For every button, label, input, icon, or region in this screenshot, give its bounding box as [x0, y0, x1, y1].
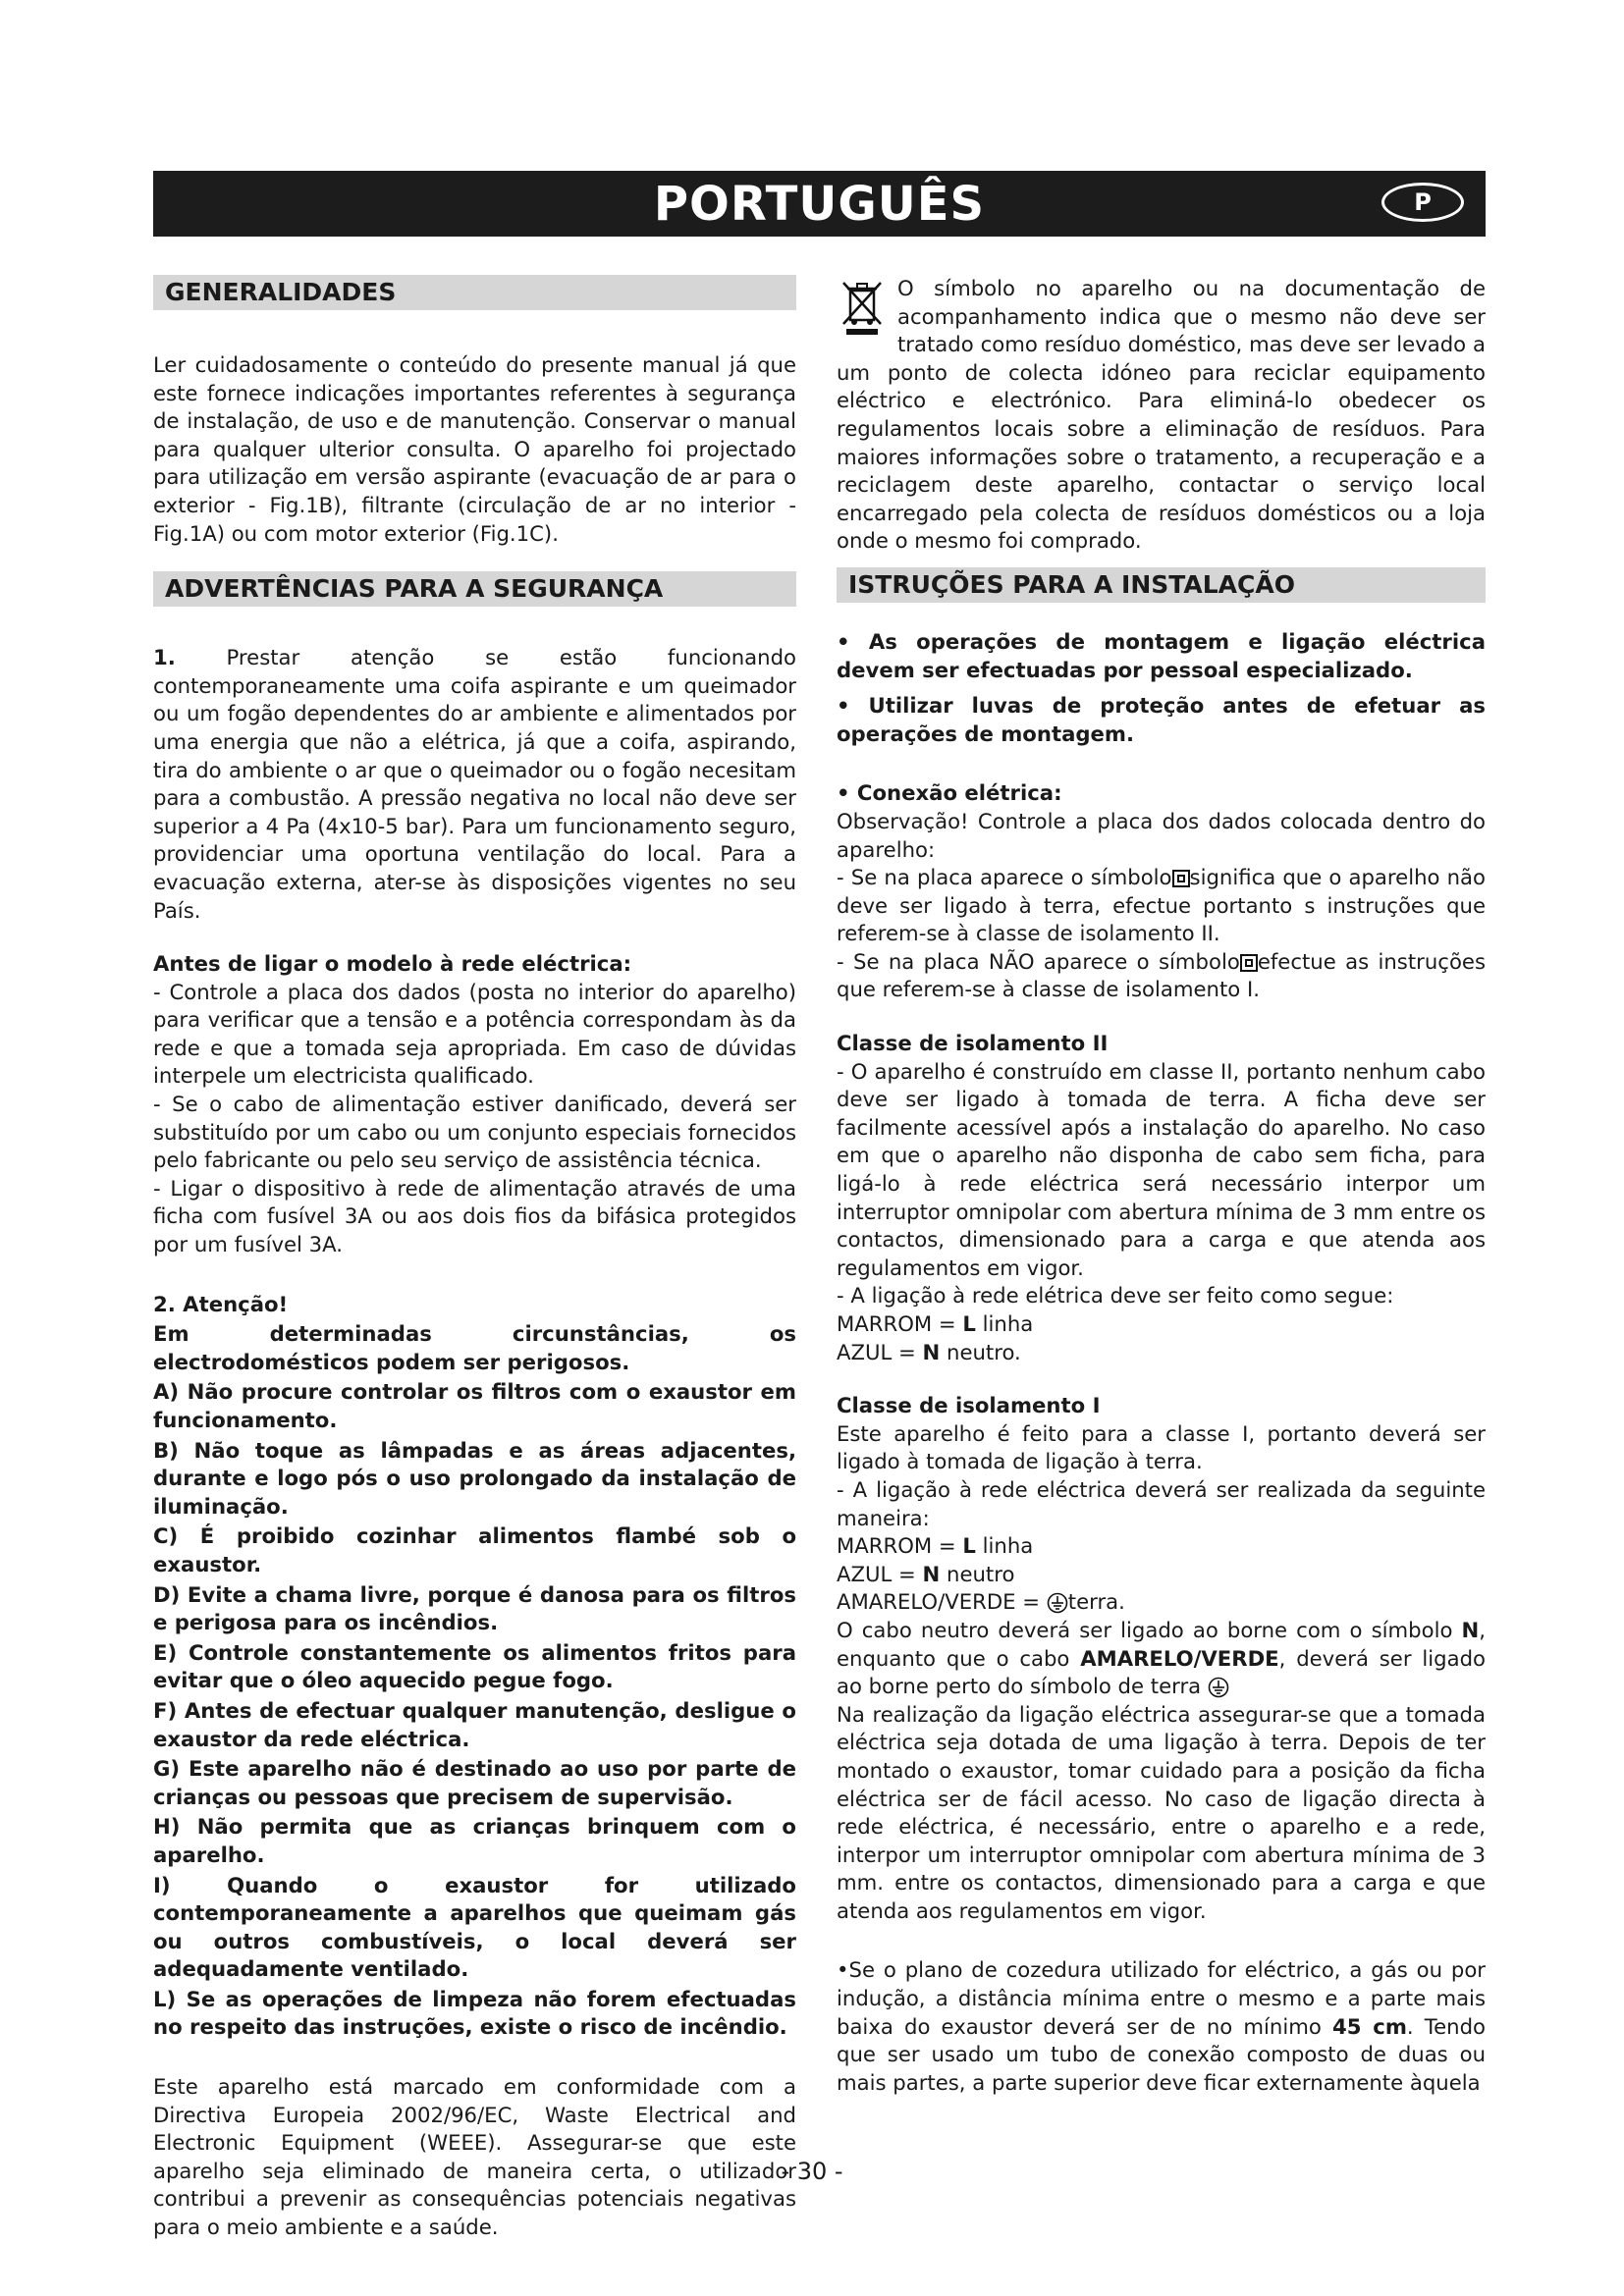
classe-1-text: Este aparelho é feito para a classe I, portanto deverá ser ligado à tomada de ligação à terra. [837, 1420, 1486, 1474]
section-heading-instalacao: ISTRUÇÕES PARA A INSTALAÇÃO [837, 567, 1486, 603]
section-heading-advertencias: ADVERTÊNCIAS PARA A SEGURANÇA [153, 571, 796, 607]
crossed-bin-icon [840, 277, 884, 336]
advertencia-1-text: Prestar atenção se estão funcionando contemporaneamente uma coifa aspirante e um queimador ou um fogão dependentes do ar ambiente e alimentados por uma energia que não a elétrica, já que a coifa, aspirando, tira do ambiente o ar que o queimador ou o fogão necesitam para a combustão. A pressão negativa no local não deve ser superior a 4 Pa (4x10-5 bar). Para um funcionamento seguro, providenciar uma oportuna ventilação do local. Para a evacuação externa, ater-se às disposições vigentes no seu País. [153, 645, 796, 923]
atencao-item: L) Se as operações de limpeza não forem efectuadas no respeito das instruções, existe o risco de incêndio. [153, 1986, 796, 2040]
realizacao-text: Na realização da ligação eléctrica assegurar-se que a tomada eléctrica seja dotada de uma ligação à terra. Depois de ter montado o exaustor, tomar cuidado para a posição da ficha eléctrica ser de fácil acesso. No caso de ligação directa à rede eléctrica, é necessário, entre o aparelho e a rede, interpor um interruptor omnipolar com abertura mínima de 3 mm. entre os contactos, dimensionado para a carga e que atenda aos regulamentos em vigor. [837, 1701, 1486, 1923]
wire-label: AMARELO/VERDE = [837, 1589, 1047, 1615]
placa-2-start: - Se na placa NÃO aparece o símbolo [837, 948, 1240, 974]
classe-1-title: Classe de isolamento I [837, 1393, 1101, 1418]
wire-code: N [922, 1339, 941, 1364]
earth-ground-icon [1047, 1592, 1068, 1614]
placa-2-end: efectue as instruções que referem-se à classe de isolamento I. [837, 948, 1486, 1002]
right-column [837, 275, 1486, 2097]
page-title: PORTUGUÊS [653, 177, 986, 232]
placa-1-end: significa que o aparelho não deve ser ligado à terra, efectue portanto s instruções que referem-se à classe de isolamento II. [837, 865, 1486, 946]
plano-part: . Tendo que ser usado um tubo de conexão composto de duas ou mais partes, a parte superior deve ficar externamente àquela [837, 2013, 1487, 2095]
wire-desc: linha [975, 1311, 1034, 1336]
weee-symbol-text: O símbolo no aparelho ou na documentação de acompanhamento indica que o mesmo não deve ser tratado como resíduo doméstico, mas deve ser levado a um ponto de colecta idóneo para reciclar equipamento eléctrico e electrónico. Para eliminá-lo obedecer os regulamentos locais sobre a eliminação de resíduos. Para maiores informações sobre o tratamento, a recuperação e a reciclagem deste aparelho, contactar o serviço local encarregado pela colecta de resíduos domésticos ou a loja onde o mesmo foi comprado. [837, 276, 1486, 554]
wire-desc: linha [975, 1533, 1034, 1559]
generalidades-text: Ler cuidadosamente o conteúdo do presente manual já que este fornece indicações importantes referentes à segurança de instalação, de uso e de manutenção. Conservar o manual para qualquer ulterior consulta. O aparelho foi projectado para utilização em versão aspirante (evacuação de ar para o exterior - Fig.1B), filtrante (circulação de ar no interior - Fig.1A) ou com motor exterior (Fig.1C). [153, 352, 796, 546]
language-badge: P [1381, 183, 1464, 222]
classe-1-marrom [837, 1532, 1486, 1561]
atencao-item: C) É proibido cozinhar alimentos flambé sob o exaustor. [153, 1523, 796, 1576]
classe-1-amarelo-verde [837, 1588, 1486, 1617]
page-number: - 30 - [781, 2158, 843, 2185]
atencao-item: B) Não toque as lâmpadas e as áreas adjacentes, durante e logo pós o uso prolongado da instalação de iluminação. [153, 1437, 796, 1519]
double-insulation-icon [1240, 954, 1258, 972]
conexao-title: • Conexão elétrica: [837, 780, 1062, 806]
instalacao-bullet-1: • As operações de montagem e ligação eléctrica devem ser efectuadas por pessoal especializado. [837, 628, 1486, 682]
section-heading-generalidades: GENERALIDADES [153, 275, 796, 310]
classe-1-azul [837, 1561, 1486, 1589]
wire-label: AZUL = [837, 1339, 923, 1364]
wire-desc: neutro. [940, 1339, 1021, 1364]
wire-desc: neutro [940, 1561, 1015, 1586]
atencao-item: Em determinadas circunstâncias, os electrodomésticos podem ser perigosos. [153, 1321, 796, 1374]
atencao-item: G) Este aparelho não é destinado ao uso por parte de crianças ou pessoas que precisem de supervisão. [153, 1756, 796, 1809]
antes-item-1: - Controle a placa dos dados (posta no interior do aparelho) para verificar que a tensão e a potência correspondam às da rede e que a tomada seja apropriada. Em caso de dúvidas interpele um electricista qualificado. [153, 979, 796, 1089]
wire-label: MARROM = [837, 1533, 963, 1559]
plano-cozedura-text [837, 1956, 1486, 2097]
atencao-item: H) Não permita que as crianças brinquem com o aparelho. [153, 1814, 796, 1867]
classe-1-ligacao: - A ligação à rede eléctrica deverá ser realizada da seguinte maneira: [837, 1476, 1486, 1530]
classe-2-text: - O aparelho é construído em classe II, portanto nenhum cabo deve ser ligado à tomada de terra. A ficha deve ser facilmente acessível após a instalação do aparelho. No caso em que o aparelho não disponha de cabo sem ficha, para ligá-lo à rede eléctrica será necessário interpor um interruptor omnipolar com abertura mínima de 3 mm entre os contactos, dimensionado para a carga e que atenda aos regulamentos em vigor. [837, 1058, 1486, 1280]
instalacao-bullet-2: • Utilizar luvas de proteção antes de efetuar as operações de montagem. [837, 693, 1486, 746]
neutro-part: O cabo neutro deverá ser ligado ao borne com o símbolo [837, 1617, 1462, 1642]
antes-item-2: - Se o cabo de alimentação estiver danificado, deverá ser substituído por um cabo ou um conjunto especiais fornecidos pelo fabricante ou pelo seu serviço de assistência técnica. [153, 1092, 796, 1173]
atencao-item: D) Evite a chama livre, porque é danosa para os filtros e perigosa para os incêndios. [153, 1581, 796, 1635]
placa-symbol-present [837, 864, 1486, 948]
wire-label: AZUL = [837, 1561, 923, 1586]
atencao-item: I) Quando o exaustor for utilizado contemporaneamente a aparelhos que queimam gás ou outros combustíveis, o local deverá ser adequadamente ventilado. [153, 1872, 796, 1982]
wire-code: L [962, 1311, 976, 1336]
wire-code: N [922, 1561, 941, 1586]
classe-2-marrom [837, 1310, 1486, 1339]
wire-label: MARROM = [837, 1311, 963, 1336]
placa-1-start: - Se na placa aparece o símbolo [837, 865, 1172, 890]
language-banner [153, 171, 1486, 237]
neutro-part: , enquanto que o cabo [837, 1617, 1486, 1671]
double-insulation-icon [1172, 870, 1190, 887]
neutro-part: N [1461, 1617, 1480, 1642]
observacao-text: Observação! Controle a placa dos dados colocada dentro do aparelho: [837, 808, 1486, 862]
advertencia-1 [153, 644, 796, 925]
plano-distance: 45 cm [1331, 2013, 1407, 2039]
advertencia-1-number: 1. [153, 645, 176, 670]
earth-ground-icon [1208, 1677, 1229, 1698]
neutro-part: , deverá ser ligado ao borne perto do símbolo de terra [837, 1645, 1486, 1699]
placa-symbol-absent [837, 948, 1486, 1004]
wire-code: L [962, 1533, 976, 1559]
atencao-list [153, 1320, 796, 2042]
atencao-item: A) Não procure controlar os filtros com o exaustor em funcionamento. [153, 1379, 796, 1432]
antes-item-3: - Ligar o dispositivo à rede de alimentação através de uma ficha com fusível 3A ou aos dois fios da bifásica protegidos por um fusível 3A. [153, 1175, 796, 1257]
left-column [153, 275, 796, 2242]
neutro-text [837, 1617, 1486, 1701]
classe-2-title: Classe de isolamento II [837, 1031, 1109, 1056]
atencao-item: F) Antes de efectuar qualquer manutenção, desligue o exaustor da rede eléctrica. [153, 1697, 796, 1751]
antes-title: Antes de ligar o modelo à rede eléctrica: [153, 951, 632, 977]
atencao-item: E) Controle constantemente os alimentos fritos para evitar que o óleo aquecido pegue fogo. [153, 1639, 796, 1693]
weee-symbol-block [837, 275, 1486, 556]
atencao-title: 2. Atenção! [153, 1291, 289, 1316]
weee-directive-text: Este aparelho está marcado em conformidade com a Directiva Europeia 2002/96/EC, Waste Electrical and Electronic Equipment (WEEE). Assegurar-se que este aparelho seja eliminado de maneira certa, o utilizador contribui a prevenir as consequências potenciais negativas para o meio ambiente e a saúde. [153, 2074, 796, 2240]
classe-2-ligacao: - A ligação à rede elétrica deve ser feito como segue: [837, 1283, 1394, 1308]
wire-desc: terra. [1067, 1589, 1125, 1615]
classe-2-azul [837, 1339, 1486, 1367]
plano-part: •Se o plano de cozedura utilizado for eléctrico, a gás ou por indução, a distância mínima entre o mesmo e a parte mais baixa do exaustor deverá ser de no mínimo [837, 1957, 1486, 2039]
neutro-part: AMARELO/VERDE [1080, 1645, 1279, 1671]
